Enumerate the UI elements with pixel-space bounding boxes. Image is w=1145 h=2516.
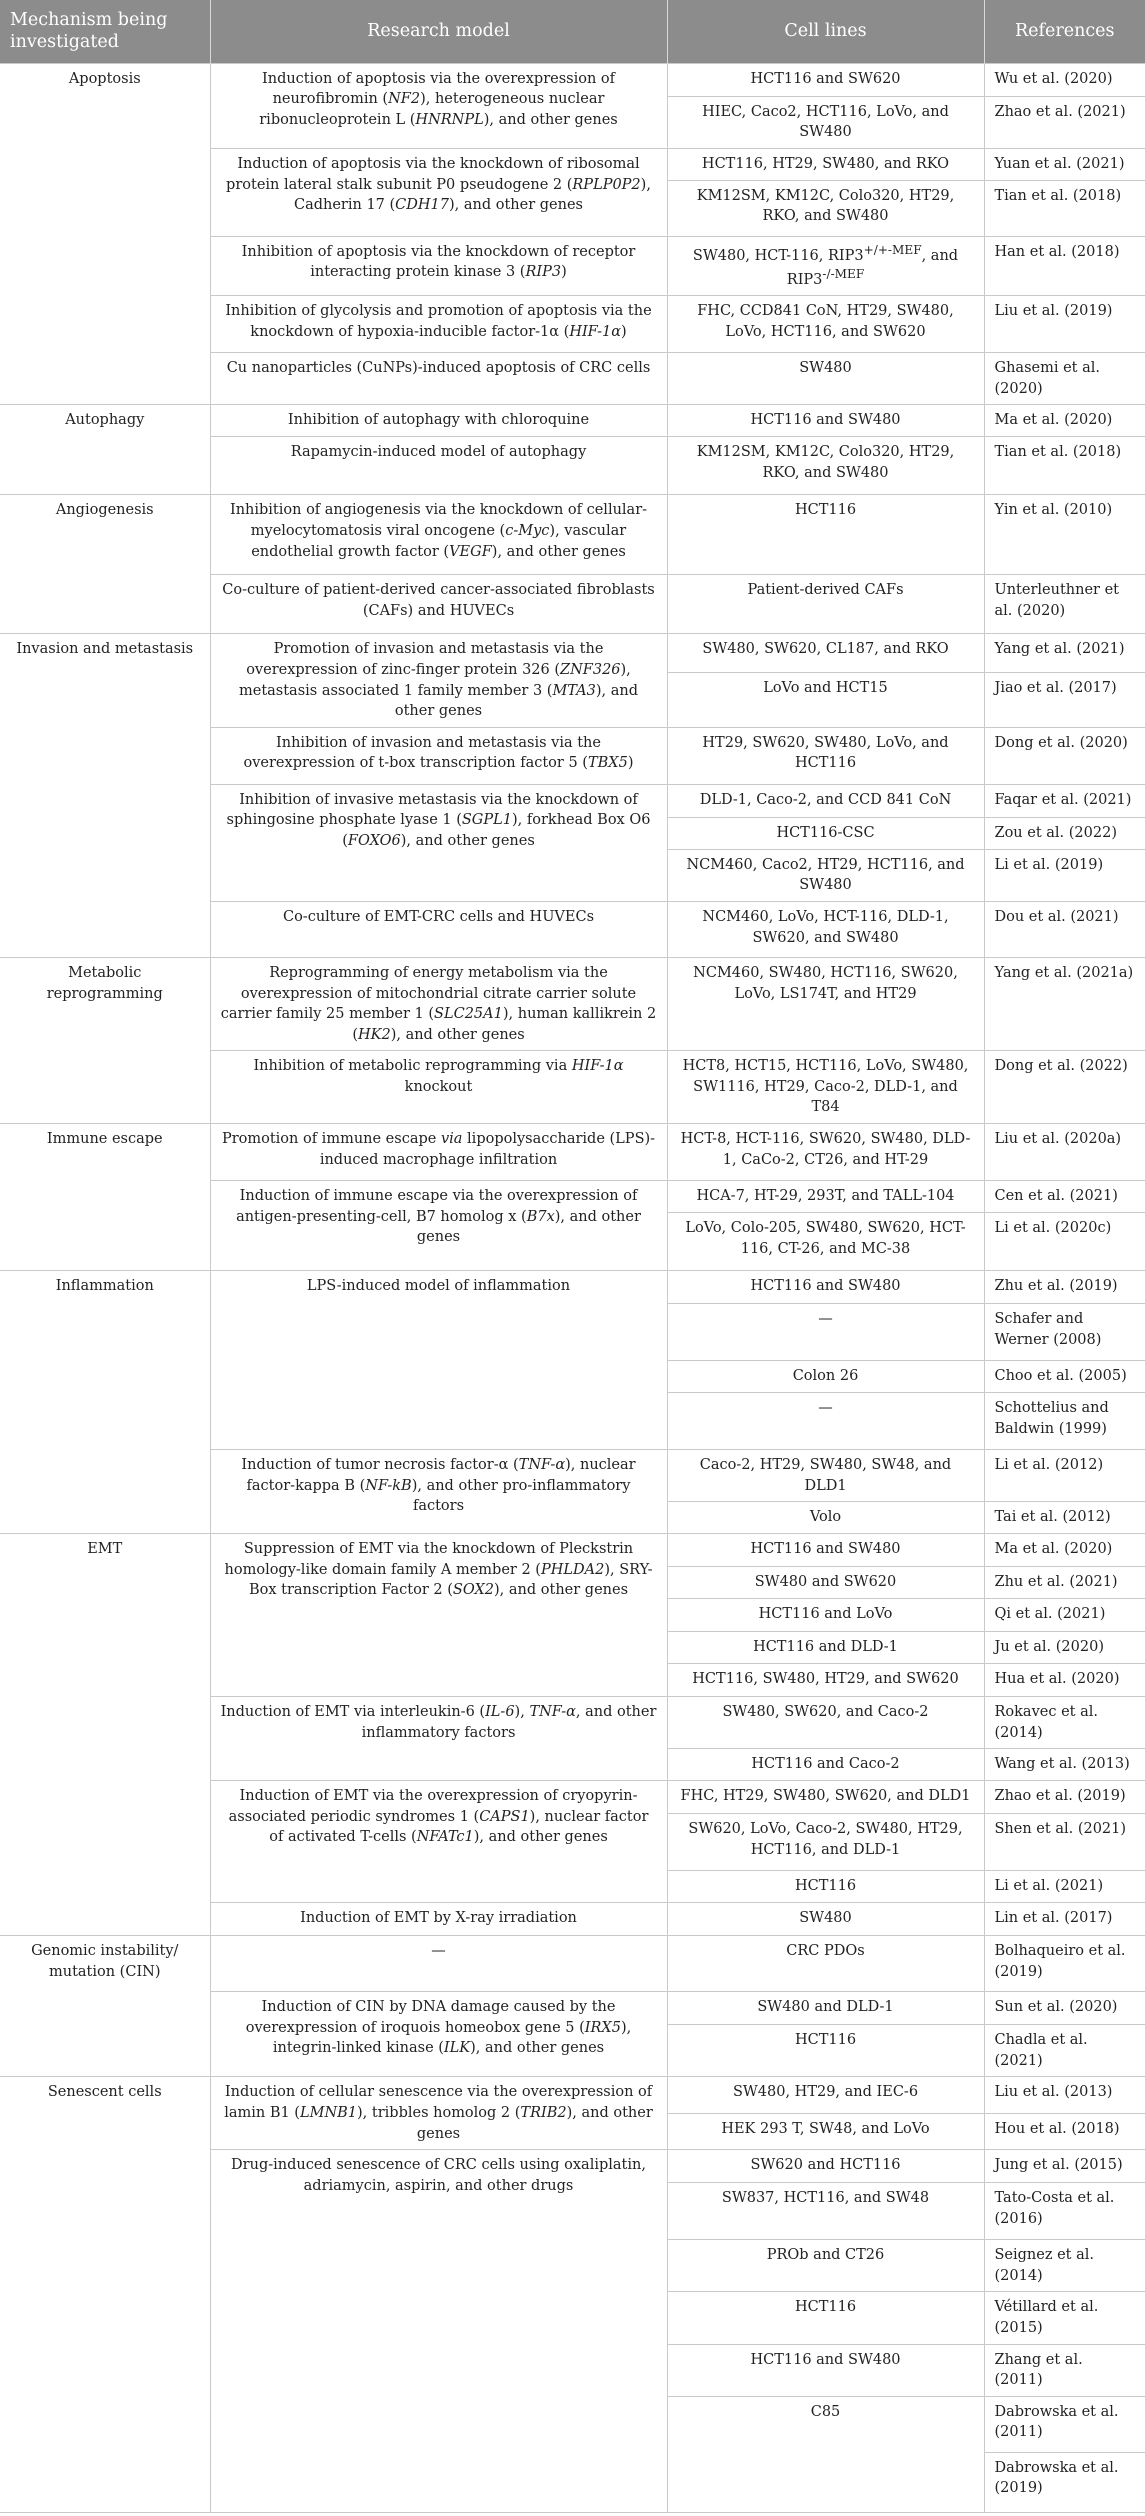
research-model-cell: Inhibition of angiogenesis via the knockdown of cellular-myelocytomatosis viral oncogene (c-Myc), vascular endothelial growth factor (VEGF), and other genes — [210, 495, 667, 575]
table-row — [0, 1271, 1145, 1304]
research-model-cell: Induction of apoptosis via the knockdown of ribosomal protein lateral stalk subunit P0 pseudogene 2 (RPLP0P2), Cadherin 17 (CDH17), and other genes — [210, 148, 667, 236]
reference-cell: Dong et al. (2020) — [984, 727, 1145, 784]
reference-cell: Wu et al. (2020) — [984, 63, 1145, 96]
reference-cell: Ju et al. (2020) — [984, 1632, 1145, 1664]
cell-lines-cell: HCT116 and SW480 — [667, 405, 984, 437]
reference-cell: Zhu et al. (2019) — [984, 1271, 1145, 1304]
reference-cell: Qi et al. (2021) — [984, 1599, 1145, 1632]
table-row — [0, 957, 1145, 1050]
reference-cell: Han et al. (2018) — [984, 236, 1145, 296]
research-model-cell: Inhibition of glycolysis and promotion of apoptosis via the knockdown of hypoxia-inducible factor-1α (HIF-1α) — [210, 296, 667, 353]
reference-cell: Liu et al. (2019) — [984, 296, 1145, 353]
cell-lines-cell: HCT116 and LoVo — [667, 1599, 984, 1632]
research-model-cell: Induction of cellular senescence via the overexpression of lamin B1 (LMNB1), tribbles homolog 2 (TRIB2), and other genes — [210, 2077, 667, 2150]
cell-lines-cell: FHC, HT29, SW480, SW620, and DLD1 — [667, 1781, 984, 1814]
reference-cell: Yin et al. (2010) — [984, 495, 1145, 575]
reference-cell: Liu et al. (2013) — [984, 2077, 1145, 2113]
cell-lines-cell: SW480, HT29, and IEC-6 — [667, 2077, 984, 2113]
cell-lines-cell: SW480 and DLD-1 — [667, 1992, 984, 2025]
mechanism-cell: EMT — [0, 1534, 210, 1936]
cell-lines-cell: HCT116 and SW480 — [667, 1271, 984, 1304]
reference-cell: Jung et al. (2015) — [984, 2150, 1145, 2183]
reference-cell: Li et al. (2021) — [984, 1871, 1145, 1903]
cell-lines-cell: LoVo and HCT15 — [667, 672, 984, 727]
cell-lines-cell: NCM460, Caco2, HT29, HCT116, and SW480 — [667, 849, 984, 901]
research-model-cell: — — [210, 1936, 667, 1992]
research-model-cell: Induction of EMT via interleukin-6 (IL-6), TNF-α, and other inflammatory factors — [210, 1697, 667, 1781]
research-model-cell: Cu nanoparticles (CuNPs)-induced apoptosis of CRC cells — [210, 353, 667, 405]
reference-cell: Wang et al. (2013) — [984, 1749, 1145, 1781]
research-model-cell: Induction of EMT by X-ray irradiation — [210, 1903, 667, 1936]
cell-lines-cell: Caco-2, HT29, SW480, SW48, and DLD1 — [667, 1450, 984, 1502]
reference-cell: Zhu et al. (2021) — [984, 1567, 1145, 1599]
cell-lines-cell: HCT116 — [667, 1871, 984, 1903]
research-model-cell: LPS-induced model of inflammation — [210, 1271, 667, 1450]
cell-lines-cell: HT29, SW620, SW480, LoVo, and HCT116 — [667, 727, 984, 784]
cell-lines-cell: Patient-derived CAFs — [667, 575, 984, 634]
reference-cell: Yuan et al. (2021) — [984, 148, 1145, 180]
reference-cell: Schottelius and Baldwin (1999) — [984, 1393, 1145, 1450]
research-model-cell: Inhibition of invasive metastasis via the knockdown of sphingosine phosphate lyase 1 (SGPL1), forkhead Box O6 (FOXO6), and other genes — [210, 784, 667, 901]
table-row — [0, 1936, 1145, 1992]
research-model-cell: Induction of EMT via the overexpression of cryopyrin-associated periodic syndromes 1 (CAPS1), nuclear factor of activated T-cells (NFATc1), and other genes — [210, 1781, 667, 1903]
research-model-cell: Rapamycin-induced model of autophagy — [210, 437, 667, 495]
cell-lines-cell: SW620 and HCT116 — [667, 2150, 984, 2183]
reference-cell: Zhang et al. (2011) — [984, 2344, 1145, 2396]
cell-lines-cell: HCT116, HT29, SW480, and RKO — [667, 148, 984, 180]
research-model-cell: Induction of CIN by DNA damage caused by the overexpression of iroquois homeobox gene 5 (IRX5), integrin-linked kinase (ILK), and other genes — [210, 1992, 667, 2077]
research-model-cell: Reprogramming of energy metabolism via the overexpression of mitochondrial citrate carrier solute carrier family 25 member 1 (SLC25A1), human kallikrein 2 (HK2), and other genes — [210, 957, 667, 1050]
cell-lines-cell: HCT116 and SW480 — [667, 1534, 984, 1567]
cell-lines-cell: — — [667, 1304, 984, 1361]
reference-cell: Dou et al. (2021) — [984, 901, 1145, 957]
cell-lines-cell: NCM460, SW480, HCT116, SW620, LoVo, LS174T, and HT29 — [667, 957, 984, 1050]
cell-lines-cell: HCT116 — [667, 495, 984, 575]
mechanism-cell: Apoptosis — [0, 63, 210, 405]
table-row — [0, 405, 1145, 437]
research-model-cell: Induction of immune escape via the overexpression of antigen-presenting-cell, B7 homolog x (B7x), and other genes — [210, 1181, 667, 1271]
table-row — [0, 2077, 1145, 2113]
mechanism-cell: Immune escape — [0, 1124, 210, 1271]
reference-cell: Dong et al. (2022) — [984, 1051, 1145, 1124]
reference-cell: Dabrowska et al. (2011) — [984, 2396, 1145, 2452]
header-cell-lines: Cell lines — [667, 0, 984, 63]
reference-cell: Zhao et al. (2019) — [984, 1781, 1145, 1814]
table-row — [0, 1124, 1145, 1181]
research-model-cell: Co-culture of patient-derived cancer-associated fibroblasts (CAFs) and HUVECs — [210, 575, 667, 634]
cell-lines-cell: HCT116 — [667, 2292, 984, 2344]
cell-lines-cell: SW480, SW620, CL187, and RKO — [667, 634, 984, 672]
cell-lines-cell: SW480 — [667, 353, 984, 405]
cell-lines-cell: SW480, HCT-116, $RIP3^{+/+-MEF}$, and $RIP3^{-/-MEF}$ — [667, 236, 984, 296]
cell-lines-cell: FHC, CCD841 CoN, HT29, SW480, LoVo, HCT116, and SW620 — [667, 296, 984, 353]
reference-cell: Tai et al. (2012) — [984, 1502, 1145, 1534]
cell-lines-cell: HCT8, HCT15, HCT116, LoVo, SW480, SW1116, HT29, Caco-2, DLD-1, and T84 — [667, 1051, 984, 1124]
research-model-cell: Promotion of invasion and metastasis via the overexpression of zinc-finger protein 326 (ZNF326), metastasis associated 1 family member 3 (MTA3), and other genes — [210, 634, 667, 727]
reference-cell: Ghasemi et al. (2020) — [984, 353, 1145, 405]
research-model-cell: Inhibition of invasion and metastasis via the overexpression of t-box transcription factor 5 (TBX5) — [210, 727, 667, 784]
mechanism-cell: Genomic instability/ mutation (CIN) — [0, 1936, 210, 2077]
reference-cell: Ma et al. (2020) — [984, 405, 1145, 437]
reference-cell: Liu et al. (2020a) — [984, 1124, 1145, 1181]
table-body — [0, 63, 1145, 2512]
reference-cell: Seignez et al. (2014) — [984, 2240, 1145, 2292]
reference-cell: Li et al. (2012) — [984, 1450, 1145, 1502]
cell-lines-cell: KM12SM, KM12C, Colo320, HT29, RKO, and SW480 — [667, 437, 984, 495]
reference-cell: Hou et al. (2018) — [984, 2113, 1145, 2149]
cell-lines-cell: HCA-7, HT-29, 293T, and TALL-104 — [667, 1181, 984, 1213]
cell-lines-cell: CRC PDOs — [667, 1936, 984, 1992]
table-row — [0, 634, 1145, 672]
reference-cell: Lin et al. (2017) — [984, 1903, 1145, 1936]
reference-cell: Faqar et al. (2021) — [984, 784, 1145, 817]
cell-lines-cell: HCT116 — [667, 2025, 984, 2077]
reference-cell: Tian et al. (2018) — [984, 180, 1145, 236]
research-model-cell: Inhibition of metabolic reprogramming via HIF-1α knockout — [210, 1051, 667, 1124]
reference-cell: Li et al. (2019) — [984, 849, 1145, 901]
cell-lines-cell: HCT116 and Caco-2 — [667, 1749, 984, 1781]
mechanism-cell: Metabolic reprogramming — [0, 957, 210, 1123]
cell-lines-cell: NCM460, LoVo, HCT-116, DLD-1, SW620, and SW480 — [667, 901, 984, 957]
reference-cell: Tian et al. (2018) — [984, 437, 1145, 495]
cell-lines-cell: SW837, HCT116, and SW48 — [667, 2183, 984, 2240]
research-model-cell: Induction of tumor necrosis factor-α (TNF-α), nuclear factor-kappa B (NF-kB), and other pro-inflammatory factors — [210, 1450, 667, 1534]
reference-cell: Ma et al. (2020) — [984, 1534, 1145, 1567]
reference-cell: Zou et al. (2022) — [984, 817, 1145, 849]
cell-lines-cell: Colon 26 — [667, 1361, 984, 1393]
cell-lines-cell: HCT116 and DLD-1 — [667, 1632, 984, 1664]
cell-lines-cell: — — [667, 1393, 984, 1450]
research-model-cell: Co-culture of EMT-CRC cells and HUVECs — [210, 901, 667, 957]
mechanism-cell: Angiogenesis — [0, 495, 210, 634]
reference-cell: Zhao et al. (2021) — [984, 96, 1145, 148]
header-research-model: Research model — [210, 0, 667, 63]
reference-cell: Shen et al. (2021) — [984, 1814, 1145, 1871]
cell-lines-cell: HCT116, SW480, HT29, and SW620 — [667, 1664, 984, 1697]
reference-cell: Yang et al. (2021a) — [984, 957, 1145, 1050]
cell-lines-cell: HCT116-CSC — [667, 817, 984, 849]
cell-lines-cell: HEK 293 T, SW48, and LoVo — [667, 2113, 984, 2149]
header-row — [0, 0, 1145, 63]
reference-cell: Hua et al. (2020) — [984, 1664, 1145, 1697]
reference-cell: Tato-Costa et al. (2016) — [984, 2183, 1145, 2240]
reference-cell: Vétillard et al. (2015) — [984, 2292, 1145, 2344]
research-model-cell: Promotion of immune escape via lipopolysaccharide (LPS)-induced macrophage infiltration — [210, 1124, 667, 1181]
cell-lines-cell: LoVo, Colo-205, SW480, SW620, HCT-116, CT-26, and MC-38 — [667, 1213, 984, 1271]
cell-lines-cell: DLD-1, Caco-2, and CCD 841 CoN — [667, 784, 984, 817]
table-row — [0, 63, 1145, 96]
cell-lines-cell: SW480, SW620, and Caco-2 — [667, 1697, 984, 1749]
research-model-cell: Inhibition of autophagy with chloroquine — [210, 405, 667, 437]
reference-cell: Choo et al. (2005) — [984, 1361, 1145, 1393]
cell-lines-cell: HCT-8, HCT-116, SW620, SW480, DLD-1, CaCo-2, CT26, and HT-29 — [667, 1124, 984, 1181]
reference-cell: Jiao et al. (2017) — [984, 672, 1145, 727]
table-row — [0, 1534, 1145, 1567]
reference-cell: Rokavec et al. (2014) — [984, 1697, 1145, 1749]
header-mechanism: Mechanism being investigated — [0, 0, 210, 63]
cell-lines-cell: HIEC, Caco2, HCT116, LoVo, and SW480 — [667, 96, 984, 148]
table-row — [0, 495, 1145, 575]
research-model-cell: Induction of apoptosis via the overexpression of neurofibromin (NF2), heterogeneous nuclear ribonucleoprotein L (HNRNPL), and other genes — [210, 63, 667, 148]
reference-cell: Unterleuthner et al. (2020) — [984, 575, 1145, 634]
research-model-cell: Inhibition of apoptosis via the knockdown of receptor interacting protein kinase 3 (RIP3) — [210, 236, 667, 296]
research-model-cell: Suppression of EMT via the knockdown of Pleckstrin homology-like domain family A member 2 (PHLDA2), SRY-Box transcription Factor 2 (SOX2), and other genes — [210, 1534, 667, 1697]
cell-lines-cell: Volo — [667, 1502, 984, 1534]
cell-lines-cell: SW480 — [667, 1903, 984, 1936]
reference-cell: Yang et al. (2021) — [984, 634, 1145, 672]
mechanism-cell: Invasion and metastasis — [0, 634, 210, 957]
cell-lines-cell: SW620, LoVo, Caco-2, SW480, HT29, HCT116, and DLD-1 — [667, 1814, 984, 1871]
reference-cell: Bolhaqueiro et al. (2019) — [984, 1936, 1145, 1992]
cell-lines-cell: C85 — [667, 2396, 984, 2512]
cell-lines-cell: HCT116 and SW620 — [667, 63, 984, 96]
reference-cell: Chadla et al. (2021) — [984, 2025, 1145, 2077]
header-references: References — [984, 0, 1145, 63]
reference-cell: Sun et al. (2020) — [984, 1992, 1145, 2025]
mechanism-cell: Inflammation — [0, 1271, 210, 1534]
mechanism-cell: Senescent cells — [0, 2077, 210, 2512]
reference-cell: Li et al. (2020c) — [984, 1213, 1145, 1271]
cell-lines-cell: PROb and CT26 — [667, 2240, 984, 2292]
mechanism-cell: Autophagy — [0, 405, 210, 495]
cell-lines-cell: KM12SM, KM12C, Colo320, HT29, RKO, and SW480 — [667, 180, 984, 236]
reference-cell: Cen et al. (2021) — [984, 1181, 1145, 1213]
research-model-cell: Drug-induced senescence of CRC cells using oxaliplatin, adriamycin, aspirin, and other drugs — [210, 2150, 667, 2512]
cell-lines-cell: SW480 and SW620 — [667, 1567, 984, 1599]
reference-cell: Dabrowska et al. (2019) — [984, 2452, 1145, 2512]
cell-lines-cell: HCT116 and SW480 — [667, 2344, 984, 2396]
reference-cell: Schafer and Werner (2008) — [984, 1304, 1145, 1361]
